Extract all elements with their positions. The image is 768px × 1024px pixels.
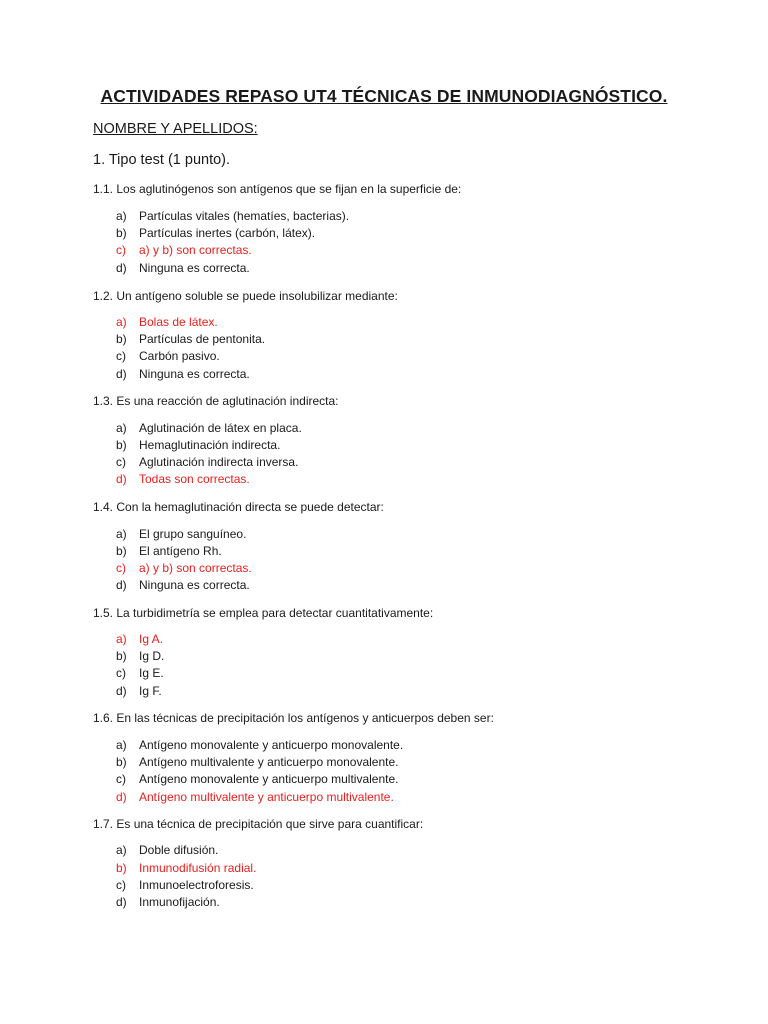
- section-heading: 1. Tipo test (1 punto).: [93, 152, 231, 168]
- option-1-1-a: [116, 209, 349, 223]
- option-1-7-d: [116, 895, 220, 909]
- option-text: Ninguna es correcta.: [139, 367, 250, 381]
- option-text: Antígeno multivalente y anticuerpo monovalente.: [139, 755, 399, 769]
- option-text: Partículas de pentonita.: [139, 332, 266, 346]
- option-1-6-d: [116, 790, 394, 804]
- option-letter: b): [116, 438, 127, 452]
- document-title: ACTIVIDADES REPASO UT4 TÉCNICAS DE INMUNODIAGNÓSTICO.: [100, 86, 668, 106]
- option-1-3-c: [116, 455, 298, 469]
- option-text: Inmunoelectroforesis.: [139, 878, 254, 892]
- option-text: Partículas inertes (carbón, látex).: [139, 226, 316, 240]
- option-text: Antígeno multivalente y anticuerpo multivalente.: [139, 790, 394, 804]
- option-letter: b): [116, 226, 127, 240]
- option-1-6-c: [116, 772, 399, 786]
- option-text: Ig E.: [139, 666, 164, 680]
- option-1-7-c: [116, 878, 254, 892]
- option-text: Inmunodifusión radial.: [139, 861, 257, 875]
- option-text: Ig D.: [139, 649, 165, 663]
- option-1-3-b: [116, 438, 280, 452]
- option-1-3-d: [116, 472, 250, 486]
- option-1-5-d: [116, 684, 162, 698]
- question-1-1: 1.1. Los aglutinógenos son antígenos que se fijan en la superficie de:: [93, 182, 462, 196]
- option-letter: b): [116, 544, 127, 558]
- option-text: Bolas de látex.: [139, 315, 218, 329]
- question-1-6: 1.6. En las técnicas de precipitación los antígenos y anticuerpos deben ser:: [93, 711, 494, 725]
- option-text: Hemaglutinación indirecta.: [139, 438, 281, 452]
- option-letter: c): [116, 243, 126, 257]
- option-text: Antígeno monovalente y anticuerpo monovalente.: [139, 738, 404, 752]
- option-letter: b): [116, 861, 127, 875]
- option-1-4-a: [116, 527, 246, 541]
- option-letter: b): [116, 755, 127, 769]
- option-text: Ninguna es correcta.: [139, 261, 250, 275]
- name-label: NOMBRE Y APELLIDOS:: [93, 121, 258, 137]
- option-text: Partículas vitales (hematíes, bacterias).: [139, 209, 350, 223]
- option-1-2-d: [116, 367, 250, 381]
- question-1-3: 1.3. Es una reacción de aglutinación indirecta:: [93, 394, 339, 408]
- option-text: Doble difusión.: [139, 843, 219, 857]
- option-letter: d): [116, 261, 127, 275]
- option-letter: d): [116, 790, 127, 804]
- option-letter: d): [116, 684, 127, 698]
- question-1-4: 1.4. Con la hemaglutinación directa se puede detectar:: [93, 500, 384, 514]
- option-1-7-a: [116, 843, 218, 857]
- option-1-2-b: [116, 332, 265, 346]
- option-text: a) y b) son correctas.: [139, 561, 252, 575]
- option-1-5-c: [116, 666, 164, 680]
- option-letter: a): [116, 527, 127, 541]
- question-1-5: 1.5. La turbidimetría se emplea para detectar cuantitativamente:: [93, 606, 434, 620]
- option-text: Todas son correctas.: [139, 472, 250, 486]
- option-text: a) y b) son correctas.: [139, 243, 252, 257]
- option-text: El grupo sanguíneo.: [139, 527, 247, 541]
- option-letter: c): [116, 878, 126, 892]
- option-1-6-a: [116, 738, 403, 752]
- question-1-7: 1.7. Es una técnica de precipitación que sirve para cuantificar:: [93, 817, 424, 831]
- option-letter: a): [116, 209, 127, 223]
- option-letter: d): [116, 895, 127, 909]
- option-1-2-c: [116, 349, 220, 363]
- question-1-2: 1.2. Un antígeno soluble se puede insolubilizar mediante:: [93, 289, 398, 303]
- option-letter: a): [116, 421, 127, 435]
- option-1-7-b: [116, 861, 256, 875]
- option-text: El antígeno Rh.: [139, 544, 222, 558]
- option-1-5-b: [116, 649, 164, 663]
- option-letter: c): [116, 349, 126, 363]
- option-text: Ig A.: [139, 632, 164, 646]
- option-letter: b): [116, 332, 127, 346]
- option-1-4-c: [116, 561, 252, 575]
- option-letter: d): [116, 367, 127, 381]
- option-1-1-c: [116, 243, 252, 257]
- option-letter: d): [116, 472, 127, 486]
- option-1-1-d: [116, 261, 250, 275]
- option-letter: c): [116, 772, 126, 786]
- option-1-4-b: [116, 544, 222, 558]
- option-letter: c): [116, 455, 126, 469]
- option-letter: b): [116, 649, 127, 663]
- option-letter: d): [116, 578, 127, 592]
- option-text: Inmunofijación.: [139, 895, 220, 909]
- option-text: Carbón pasivo.: [139, 349, 220, 363]
- option-letter: c): [116, 561, 126, 575]
- option-1-4-d: [116, 578, 250, 592]
- option-text: Aglutinación de látex en placa.: [139, 421, 302, 435]
- option-1-5-a: [116, 632, 163, 646]
- option-letter: a): [116, 315, 127, 329]
- option-1-6-b: [116, 755, 399, 769]
- option-letter: c): [116, 666, 126, 680]
- option-text: Ninguna es correcta.: [139, 578, 250, 592]
- option-text: Antígeno monovalente y anticuerpo multivalente.: [139, 772, 399, 786]
- option-letter: a): [116, 843, 127, 857]
- option-text: Ig F.: [139, 684, 162, 698]
- option-letter: a): [116, 738, 127, 752]
- option-1-2-a: [116, 315, 218, 329]
- option-letter: a): [116, 632, 127, 646]
- option-1-3-a: [116, 421, 302, 435]
- option-1-1-b: [116, 226, 315, 240]
- option-text: Aglutinación indirecta inversa.: [139, 455, 299, 469]
